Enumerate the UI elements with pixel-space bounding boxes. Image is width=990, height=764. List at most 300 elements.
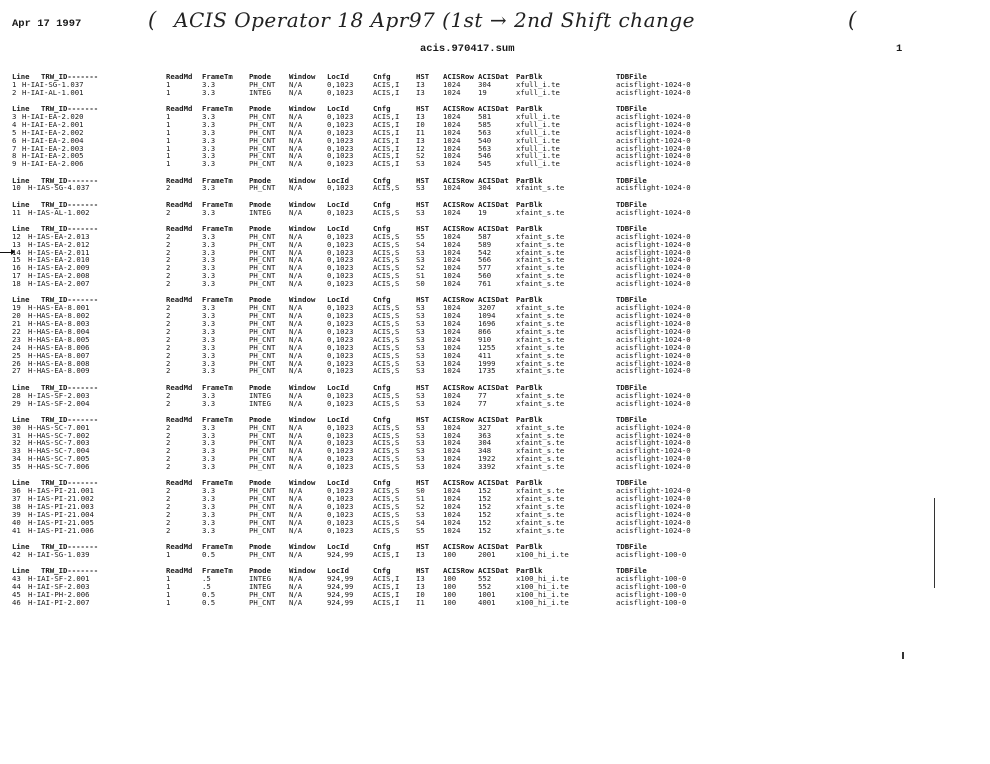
hst: S5 xyxy=(416,525,425,535)
run-summary-table xyxy=(12,73,942,615)
read-mode: 2 xyxy=(166,303,171,313)
tdb-file: acisflight-1024-0 xyxy=(616,517,691,527)
loc-id: 924,99 xyxy=(327,574,354,584)
loc-id: 0,1023 xyxy=(327,398,354,408)
acis-row: 1024 xyxy=(443,350,461,360)
trw-id: H-IAI-EA-2.005 xyxy=(22,151,84,161)
table-group xyxy=(12,201,942,217)
table-row xyxy=(12,233,942,241)
trw-id: H-HAS-EA-8.003 xyxy=(28,319,90,329)
line-number: 15 xyxy=(12,255,21,265)
line-number: 42 xyxy=(12,549,21,559)
column-header-parblk: ParBlk xyxy=(516,566,543,576)
line-number: 1 xyxy=(12,79,17,89)
line-number: 4 xyxy=(12,119,17,129)
frame-time: 3.3 xyxy=(202,358,216,368)
column-header-cnfg: Cnfg xyxy=(373,223,391,233)
column-header-cnfg: Cnfg xyxy=(373,382,391,392)
loc-id: 0,1023 xyxy=(327,255,354,265)
frame-time: 3.3 xyxy=(202,279,216,289)
acis-row: 1024 xyxy=(443,127,461,137)
frame-time: 3.3 xyxy=(202,502,216,512)
table-row xyxy=(12,184,942,192)
loc-id: 0,1023 xyxy=(327,119,354,129)
column-header-tdbfile: TDBFile xyxy=(616,223,647,233)
acis-dat: 552 xyxy=(478,574,492,584)
config: ACIS,I xyxy=(373,574,400,584)
tdb-file: acisflight-1024-0 xyxy=(616,127,691,137)
acis-row: 1024 xyxy=(443,183,461,193)
frame-time: 3.3 xyxy=(202,525,216,535)
window: N/A xyxy=(289,509,303,519)
column-header-acisrow: ACISRow xyxy=(443,175,474,185)
window: N/A xyxy=(289,247,303,257)
config: ACIS,S xyxy=(373,334,400,344)
loc-id: 0,1023 xyxy=(327,279,354,289)
column-header-trw_id: TRW_ID------- xyxy=(41,414,99,424)
column-header-parblk: ParBlk xyxy=(516,542,543,552)
read-mode: 2 xyxy=(166,525,171,535)
column-header-readmd: ReadMd xyxy=(166,104,193,114)
config: ACIS,S xyxy=(373,263,400,273)
frame-time: 3.3 xyxy=(202,390,216,400)
frame-time: 3.3 xyxy=(202,319,216,329)
acis-row: 1024 xyxy=(443,319,461,329)
handwritten-paren-left: ( xyxy=(148,8,157,32)
column-header-trw_id: TRW_ID------- xyxy=(41,223,99,233)
read-mode: 2 xyxy=(166,231,171,241)
hst: S3 xyxy=(416,422,425,432)
par-block: xfaint_s.te xyxy=(516,327,565,336)
column-header-acisdat: ACISDat xyxy=(478,72,509,81)
acis-dat: 152 xyxy=(478,486,492,496)
print-date: Apr 17 1997 xyxy=(12,18,82,30)
table-row xyxy=(12,400,942,408)
pmode: PH_CNT xyxy=(249,366,276,376)
read-mode: 2 xyxy=(166,263,171,273)
trw-id: H-HAS-SC-7.003 xyxy=(28,438,90,448)
table-row xyxy=(12,424,942,432)
tdb-file: acisflight-1024-0 xyxy=(616,143,691,153)
window: N/A xyxy=(289,207,303,217)
acis-row: 1024 xyxy=(443,231,461,241)
column-header-tdbfile: TDBFile xyxy=(616,199,647,209)
read-mode: 2 xyxy=(166,207,171,217)
pmode: PH_CNT xyxy=(249,494,276,504)
acis-row: 1024 xyxy=(443,207,461,217)
column-header-locid: LocId xyxy=(327,295,349,305)
acis-dat: 1999 xyxy=(478,358,496,368)
loc-id: 0,1023 xyxy=(327,303,354,313)
line-number: 37 xyxy=(12,494,21,504)
table-row xyxy=(12,152,942,160)
acis-dat: 581 xyxy=(478,111,492,121)
line-number: 9 xyxy=(12,159,17,169)
hst: S3 xyxy=(416,438,425,448)
column-header-frametm: FrameTm xyxy=(202,72,233,81)
trw-id: H-IAS-EA-2.009 xyxy=(28,263,90,273)
frame-time: 3.3 xyxy=(202,183,216,193)
loc-id: 0,1023 xyxy=(327,430,354,440)
loc-id: 0,1023 xyxy=(327,327,354,336)
acis-dat: 304 xyxy=(478,79,492,89)
trw-id: H-IAI-PI-2.007 xyxy=(28,597,90,607)
tdb-file: acisflight-1024-0 xyxy=(616,366,691,376)
column-header-trw_id: TRW_ID------- xyxy=(41,104,99,114)
acis-dat: 304 xyxy=(478,438,492,448)
trw-id: H-HAS-EA-8.009 xyxy=(28,366,90,376)
table-row xyxy=(12,583,942,591)
table-row xyxy=(12,121,942,129)
column-header-tdbfile: TDBFile xyxy=(616,72,647,81)
column-header-window: Window xyxy=(289,295,316,305)
column-header-pmode: Pmode xyxy=(249,295,271,305)
column-header-row xyxy=(12,201,942,209)
column-header-trw_id: TRW_ID------- xyxy=(41,478,99,488)
acis-row: 1024 xyxy=(443,279,461,289)
acis-row: 1024 xyxy=(443,271,461,281)
tdb-file: acisflight-100-0 xyxy=(616,582,687,591)
line-number: 35 xyxy=(12,462,21,472)
config: ACIS,S xyxy=(373,247,400,257)
config: ACIS,S xyxy=(373,390,400,400)
column-header-cnfg: Cnfg xyxy=(373,72,391,81)
config: ACIS,S xyxy=(373,311,400,321)
column-header-acisrow: ACISRow xyxy=(443,478,474,488)
acis-row: 1024 xyxy=(443,398,461,408)
table-row xyxy=(12,432,942,440)
column-header-pmode: Pmode xyxy=(249,566,271,576)
hst: S3 xyxy=(416,366,425,376)
acis-dat: 866 xyxy=(478,327,492,336)
tdb-file: acisflight-1024-0 xyxy=(616,263,691,273)
acis-dat: 589 xyxy=(478,239,492,249)
acis-row: 1024 xyxy=(443,486,461,496)
frame-time: 3.3 xyxy=(202,438,216,448)
column-header-line: Line xyxy=(12,72,30,81)
hst: S3 xyxy=(416,207,425,217)
tdb-file: acisflight-1024-0 xyxy=(616,454,691,464)
column-header-line: Line xyxy=(12,223,30,233)
acis-dat: 19 xyxy=(478,87,487,97)
table-row xyxy=(12,280,942,288)
column-header-acisrow: ACISRow xyxy=(443,295,474,305)
column-header-readmd: ReadMd xyxy=(166,72,193,81)
column-header-window: Window xyxy=(289,104,316,114)
column-header-acisrow: ACISRow xyxy=(443,566,474,576)
tdb-file: acisflight-1024-0 xyxy=(616,151,691,161)
par-block: xfull_i.te xyxy=(516,87,560,97)
acis-dat: 77 xyxy=(478,398,487,408)
window: N/A xyxy=(289,342,303,352)
column-header-frametm: FrameTm xyxy=(202,566,233,576)
window: N/A xyxy=(289,390,303,400)
acis-row: 1024 xyxy=(443,143,461,153)
read-mode: 1 xyxy=(166,79,171,89)
par-block: x100_hi_i.te xyxy=(516,597,569,607)
loc-id: 0,1023 xyxy=(327,422,354,432)
read-mode: 2 xyxy=(166,438,171,448)
column-header-locid: LocId xyxy=(327,566,349,576)
column-header-tdbfile: TDBFile xyxy=(616,566,647,576)
read-mode: 2 xyxy=(166,446,171,456)
tdb-file: acisflight-1024-0 xyxy=(616,446,691,456)
column-header-cnfg: Cnfg xyxy=(373,542,391,552)
loc-id: 0,1023 xyxy=(327,319,354,329)
table-group xyxy=(12,225,942,288)
table-row xyxy=(12,256,942,264)
table-row xyxy=(12,264,942,272)
loc-id: 0,1023 xyxy=(327,446,354,456)
window: N/A xyxy=(289,494,303,504)
line-number: 39 xyxy=(12,509,21,519)
read-mode: 2 xyxy=(166,398,171,408)
loc-id: 0,1023 xyxy=(327,135,354,145)
window: N/A xyxy=(289,111,303,121)
pmode: INTEG xyxy=(249,582,271,591)
column-header-line: Line xyxy=(12,199,30,209)
hst: S3 xyxy=(416,446,425,456)
column-header-window: Window xyxy=(289,414,316,424)
pmode: PH_CNT xyxy=(249,143,276,153)
par-block: xfaint_s.te xyxy=(516,430,565,440)
hst: S0 xyxy=(416,279,425,289)
table-row xyxy=(12,360,942,368)
column-header-locid: LocId xyxy=(327,72,349,81)
pmode: PH_CNT xyxy=(249,135,276,145)
hst: S0 xyxy=(416,486,425,496)
loc-id: 0,1023 xyxy=(327,79,354,89)
hst: S3 xyxy=(416,462,425,472)
read-mode: 2 xyxy=(166,454,171,464)
read-mode: 2 xyxy=(166,311,171,321)
tdb-file: acisflight-1024-0 xyxy=(616,358,691,368)
pmode: PH_CNT xyxy=(249,509,276,519)
acis-row: 1024 xyxy=(443,327,461,336)
par-block: xfaint_s.te xyxy=(516,350,565,360)
par-block: xfull_i.te xyxy=(516,151,560,161)
pmode: PH_CNT xyxy=(249,231,276,241)
hst: S3 xyxy=(416,454,425,464)
par-block: xfaint_s.te xyxy=(516,390,565,400)
frame-time: 3.3 xyxy=(202,311,216,321)
column-header-acisrow: ACISRow xyxy=(443,223,474,233)
frame-time: 3.3 xyxy=(202,247,216,257)
column-header-frametm: FrameTm xyxy=(202,542,233,552)
window: N/A xyxy=(289,311,303,321)
column-header-line: Line xyxy=(12,175,30,185)
tdb-file: acisflight-1024-0 xyxy=(616,231,691,241)
read-mode: 1 xyxy=(166,582,171,591)
table-row xyxy=(12,447,942,455)
frame-time: 3.3 xyxy=(202,462,216,472)
column-header-line: Line xyxy=(12,414,30,424)
par-block: xfaint_s.te xyxy=(516,342,565,352)
config: ACIS,S xyxy=(373,430,400,440)
acis-row: 1024 xyxy=(443,87,461,97)
hst: S3 xyxy=(416,390,425,400)
trw-id: H-IAS-EA-2.008 xyxy=(28,271,90,281)
acis-dat: 910 xyxy=(478,334,492,344)
read-mode: 2 xyxy=(166,334,171,344)
tdb-file: acisflight-1024-0 xyxy=(616,247,691,257)
column-header-acisdat: ACISDat xyxy=(478,175,509,185)
column-header-frametm: FrameTm xyxy=(202,414,233,424)
table-row xyxy=(12,328,942,336)
table-row xyxy=(12,599,942,607)
config: ACIS,S xyxy=(373,494,400,504)
par-block: xfaint_s.te xyxy=(516,525,565,535)
scan-dot xyxy=(902,652,904,659)
column-header-hst: HST xyxy=(416,382,430,392)
loc-id: 0,1023 xyxy=(327,151,354,161)
line-number: 40 xyxy=(12,517,21,527)
column-header-line: Line xyxy=(12,566,30,576)
column-header-locid: LocId xyxy=(327,542,349,552)
config: ACIS,I xyxy=(373,597,400,607)
loc-id: 924,99 xyxy=(327,582,354,591)
loc-id: 0,1023 xyxy=(327,358,354,368)
pmode: PH_CNT xyxy=(249,454,276,464)
acis-row: 100 xyxy=(443,549,457,559)
config: ACIS,S xyxy=(373,207,400,217)
pmode: PH_CNT xyxy=(249,79,276,89)
frame-time: 3.3 xyxy=(202,143,216,153)
column-header-acisdat: ACISDat xyxy=(478,414,509,424)
pmode: PH_CNT xyxy=(249,183,276,193)
column-header-row xyxy=(12,479,942,487)
par-block: x100_hi_i.te xyxy=(516,589,569,599)
trw-id: H-HAS-EA-8.002 xyxy=(28,311,90,321)
column-header-parblk: ParBlk xyxy=(516,223,543,233)
config: ACIS,S xyxy=(373,303,400,313)
hst: S3 xyxy=(416,159,425,169)
frame-time: 3.3 xyxy=(202,207,216,217)
line-number: 17 xyxy=(12,271,21,281)
column-header-cnfg: Cnfg xyxy=(373,104,391,114)
column-header-parblk: ParBlk xyxy=(516,295,543,305)
trw-id: H-HAS-EA-8.007 xyxy=(28,350,90,360)
column-header-hst: HST xyxy=(416,199,430,209)
table-group xyxy=(12,479,942,534)
column-header-cnfg: Cnfg xyxy=(373,414,391,424)
frame-time: 3.3 xyxy=(202,127,216,137)
hst: I1 xyxy=(416,127,425,137)
acis-dat: 3207 xyxy=(478,303,496,313)
loc-id: 0,1023 xyxy=(327,159,354,169)
line-number: 20 xyxy=(12,311,21,321)
config: ACIS,S xyxy=(373,454,400,464)
line-number: 11 xyxy=(12,207,21,217)
config: ACIS,S xyxy=(373,319,400,329)
column-header-window: Window xyxy=(289,223,316,233)
table-row xyxy=(12,455,942,463)
acis-dat: 585 xyxy=(478,119,492,129)
config: ACIS,S xyxy=(373,509,400,519)
pmode: PH_CNT xyxy=(249,247,276,257)
par-block: xfaint_s.te xyxy=(516,271,565,281)
par-block: xfaint_s.te xyxy=(516,398,565,408)
window: N/A xyxy=(289,255,303,265)
pmode: PH_CNT xyxy=(249,430,276,440)
column-header-row xyxy=(12,296,942,304)
trw-id: H-HAS-SC-7.004 xyxy=(28,446,90,456)
window: N/A xyxy=(289,422,303,432)
loc-id: 0,1023 xyxy=(327,263,354,273)
pmode: INTEG xyxy=(249,574,271,584)
config: ACIS,S xyxy=(373,279,400,289)
line-number: 43 xyxy=(12,574,21,584)
acis-row: 1024 xyxy=(443,311,461,321)
column-header-parblk: ParBlk xyxy=(516,414,543,424)
hst: S2 xyxy=(416,263,425,273)
hst: S3 xyxy=(416,350,425,360)
column-header-readmd: ReadMd xyxy=(166,478,193,488)
par-block: xfull_i.te xyxy=(516,111,560,121)
column-header-row xyxy=(12,384,942,392)
table-group xyxy=(12,543,942,559)
window: N/A xyxy=(289,486,303,496)
hst: I0 xyxy=(416,589,425,599)
par-block: x100_hi_i.te xyxy=(516,574,569,584)
hst: I2 xyxy=(416,143,425,153)
hst: S3 xyxy=(416,358,425,368)
par-block: x100_hi_i.te xyxy=(516,582,569,591)
frame-time: 3.3 xyxy=(202,151,216,161)
table-row xyxy=(12,249,942,257)
read-mode: 2 xyxy=(166,247,171,257)
config: ACIS,I xyxy=(373,582,400,591)
hst: S3 xyxy=(416,334,425,344)
column-header-line: Line xyxy=(12,542,30,552)
trw-id: H-HAS-EA-8.004 xyxy=(28,327,90,336)
par-block: xfaint_s.te xyxy=(516,502,565,512)
frame-time: 3.3 xyxy=(202,494,216,504)
pmode: PH_CNT xyxy=(249,525,276,535)
acis-row: 100 xyxy=(443,589,457,599)
read-mode: 2 xyxy=(166,279,171,289)
tdb-file: acisflight-1024-0 xyxy=(616,398,691,408)
window: N/A xyxy=(289,239,303,249)
read-mode: 2 xyxy=(166,327,171,336)
par-block: xfaint_s.te xyxy=(516,311,565,321)
column-header-pmode: Pmode xyxy=(249,72,271,81)
window: N/A xyxy=(289,438,303,448)
column-header-acisrow: ACISRow xyxy=(443,199,474,209)
frame-time: .5 xyxy=(202,582,211,591)
acis-dat: 563 xyxy=(478,127,492,137)
column-header-parblk: ParBlk xyxy=(516,199,543,209)
window: N/A xyxy=(289,135,303,145)
window: N/A xyxy=(289,263,303,273)
config: ACIS,S xyxy=(373,438,400,448)
config: ACIS,S xyxy=(373,271,400,281)
line-number: 8 xyxy=(12,151,17,161)
tdb-file: acisflight-1024-0 xyxy=(616,350,691,360)
tdb-file: acisflight-1024-0 xyxy=(616,239,691,249)
column-header-cnfg: Cnfg xyxy=(373,295,391,305)
window: N/A xyxy=(289,350,303,360)
pmode: PH_CNT xyxy=(249,422,276,432)
column-header-tdbfile: TDBFile xyxy=(616,478,647,488)
trw-id: H-HAS-EA-8.008 xyxy=(28,358,90,368)
column-header-trw_id: TRW_ID------- xyxy=(41,382,99,392)
hst: S3 xyxy=(416,430,425,440)
loc-id: 0,1023 xyxy=(327,502,354,512)
tdb-file: acisflight-1024-0 xyxy=(616,319,691,329)
table-row xyxy=(12,527,942,535)
config: ACIS,S xyxy=(373,183,400,193)
